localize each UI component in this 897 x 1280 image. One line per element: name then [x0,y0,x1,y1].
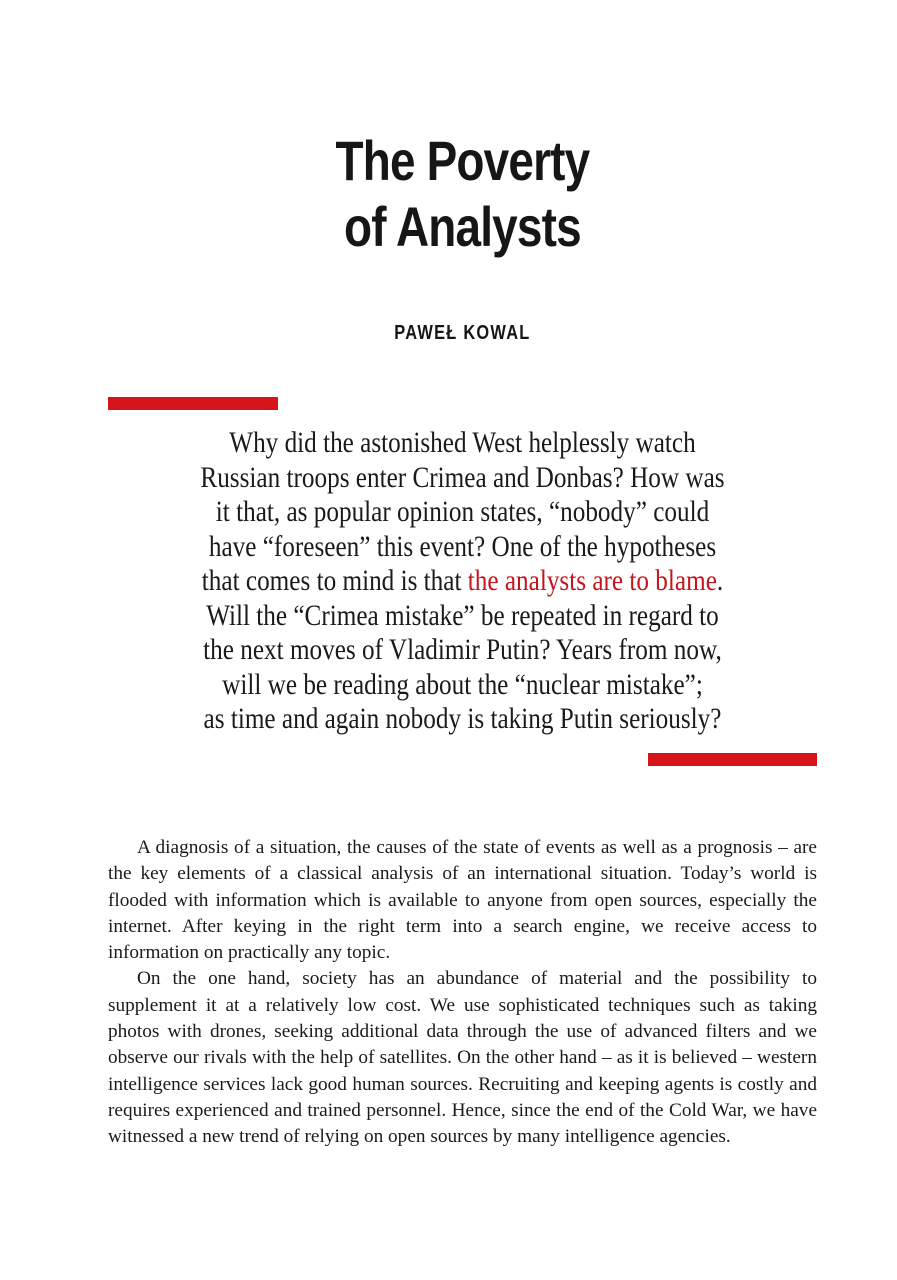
lead-line: have “foreseen” this event? One of the hypotheses [208,529,717,563]
body-paragraph: A diagnosis of a situation, the causes of the state of events as well as a prognosis – are the key elements of a classical analysis of an international situation. Today’s world is flooded with information which is available to anyone from open sources, especially the internet. After keying in the right term into a search engine, we receive access to information on practically any topic. [108,837,817,964]
lead-line: the next moves of Vladimir Putin? Years from now, [203,633,722,666]
lead-line: Will the “Crimea mistake” be repeated in regard to [206,598,719,632]
article-title-line-1: The Poverty [335,129,590,192]
lead-line: Why did the astonished West helplessly watch [229,426,696,459]
lead-text: that comes to mind is that [201,564,468,597]
article-title-line-2: of Analysts [344,195,581,258]
accent-bar-bottom [648,753,817,766]
lead-highlight-text: the analysts are to blame [467,564,717,597]
lead-line: Russian troops enter Crimea and Donbas? How was [200,460,725,494]
lead-line: as time and again nobody is taking Putin seriously? [203,702,722,735]
lead-paragraph [110,426,815,737]
body-paragraph: On the one hand, society has an abundance of material and the possibility to supplement it at a relatively low cost. We use sophisticated techniques such as taking photos with drones, seeking additional data through the use of advanced filters and we observe our rivals with the help of satellites. On the other hand – as it is believed – western intelligence services lack good human sources. Recruiting and keeping agents is costly and requires experienced and trained personnel. Hence, since the end of the Cold War, we have witnessed a new trend of relying on open sources by many intelligence agencies. [108,968,817,1148]
lead-text: . [716,564,724,597]
article-body [108,835,817,1151]
lead-line: it that, as popular opinion states, “nobody” could [215,495,710,528]
lead-line: will we be reading about the “nuclear mistake”; [222,667,703,701]
author-name: PAWEŁ KOWAL [394,322,531,344]
article-title [83,128,842,260]
lead-line-highlight-row [166,564,758,599]
accent-bar-top [108,397,278,410]
